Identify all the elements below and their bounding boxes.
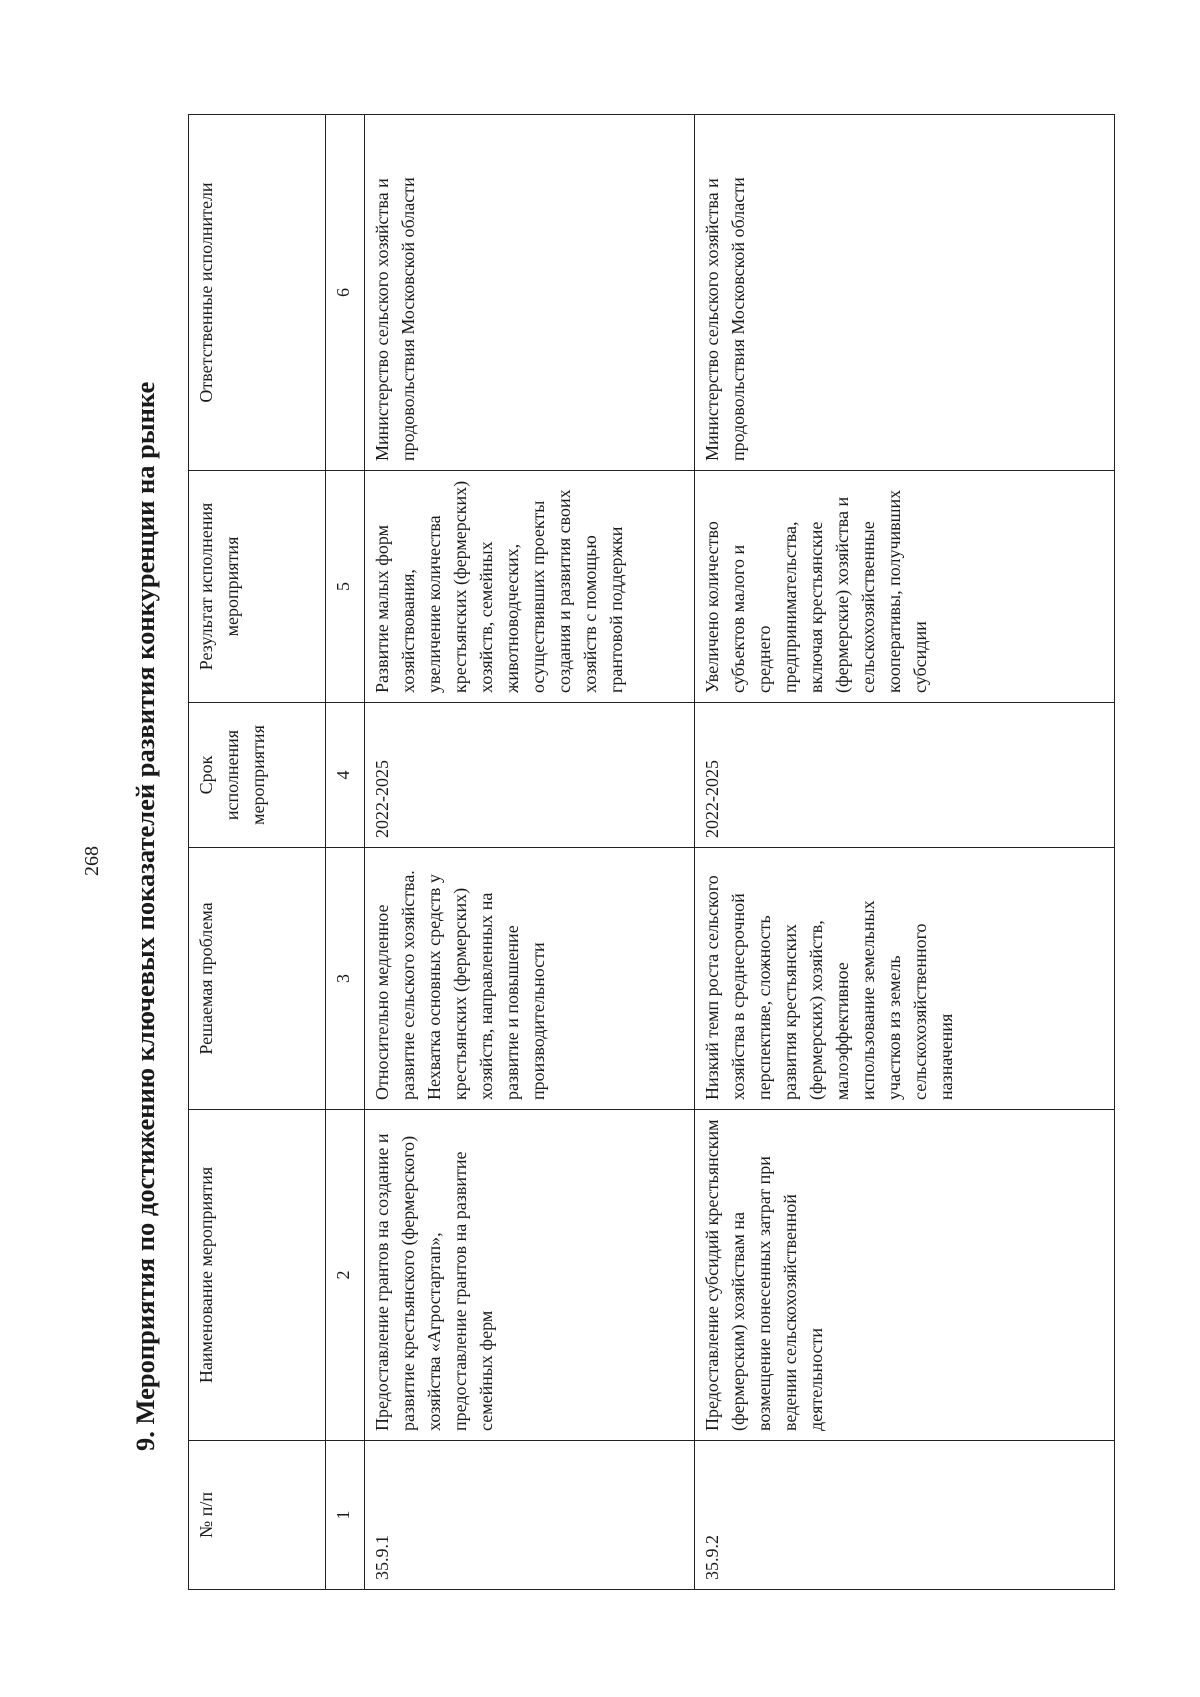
measures-table xyxy=(188,114,1115,1590)
column-number: 4 xyxy=(326,703,365,848)
column-number-row xyxy=(326,115,365,1590)
row-term: 2022-2025 xyxy=(695,703,1115,848)
row-result: Развитие малых форм хозяйствования, увеличение количества крестьянских (фермерских) хозяйств, семейных животноводческих, осуществивших проекты создания и развития своих хозяйств с помощью грантовой поддержки xyxy=(365,471,695,703)
row-responsible: Министерство сельского хозяйства и продовольствия Московской области xyxy=(695,115,1115,471)
row-measure-name: Предоставление субсидий крестьянским (фермерским) хозяйствам на возмещение понесенных затрат при ведении сельскохозяйственной деятельности xyxy=(695,1110,1115,1441)
column-number: 1 xyxy=(326,1441,365,1590)
header-measure-name: Наименование мероприятия xyxy=(189,1110,326,1441)
section-title: 9. Мероприятия по достижению ключевых показателей развития конкуренции на рынке xyxy=(130,381,160,1451)
header-problem: Решаемая проблема xyxy=(189,848,326,1110)
row-problem: Низкий темп роста сельского хозяйства в среднесрочной перспективе, сложность развития крестьянских (фермерских) хозяйств, малоэффективное использование земельных участков из земель сельскохозяйственного назначения xyxy=(695,848,1115,1110)
row-code: 35.9.2 xyxy=(695,1441,1115,1590)
column-number: 3 xyxy=(326,848,365,1110)
column-number: 2 xyxy=(326,1110,365,1441)
column-number: 5 xyxy=(326,471,365,703)
measures-table-container xyxy=(188,115,1115,1590)
row-term: 2022-2025 xyxy=(365,703,695,848)
column-number: 6 xyxy=(326,115,365,471)
header-responsible: Ответственные исполнители xyxy=(189,115,326,471)
row-code: 35.9.1 xyxy=(365,1441,695,1590)
table-header-row xyxy=(189,115,326,1590)
header-result: Результат исполнения мероприятия xyxy=(189,471,326,703)
row-problem: Относительно медленное развитие сельского хозяйства. Нехватка основных средств у крестьянских (фермерских) хозяйств, направленных на развитие и повышение производительности xyxy=(365,848,695,1110)
row-result: Увеличено количество субъектов малого и среднего предпринимательства, включая крестьянские (фермерские) хозяйства и сельскохозяйственные кооперативы, получивших субсидии xyxy=(695,471,1115,703)
page-number: 268 xyxy=(81,846,103,876)
header-number: № п/п xyxy=(189,1441,326,1590)
header-term: Срок исполнения мероприятия xyxy=(189,703,326,848)
row-responsible: Министерство сельского хозяйства и продовольствия Московской области xyxy=(365,115,695,471)
row-measure-name: Предоставление грантов на создание и развитие крестьянского (фермерского) хозяйства «Агростартап», предоставление грантов на развитие семейных ферм xyxy=(365,1110,695,1441)
table-row xyxy=(695,115,1115,1590)
table-row xyxy=(365,115,695,1590)
